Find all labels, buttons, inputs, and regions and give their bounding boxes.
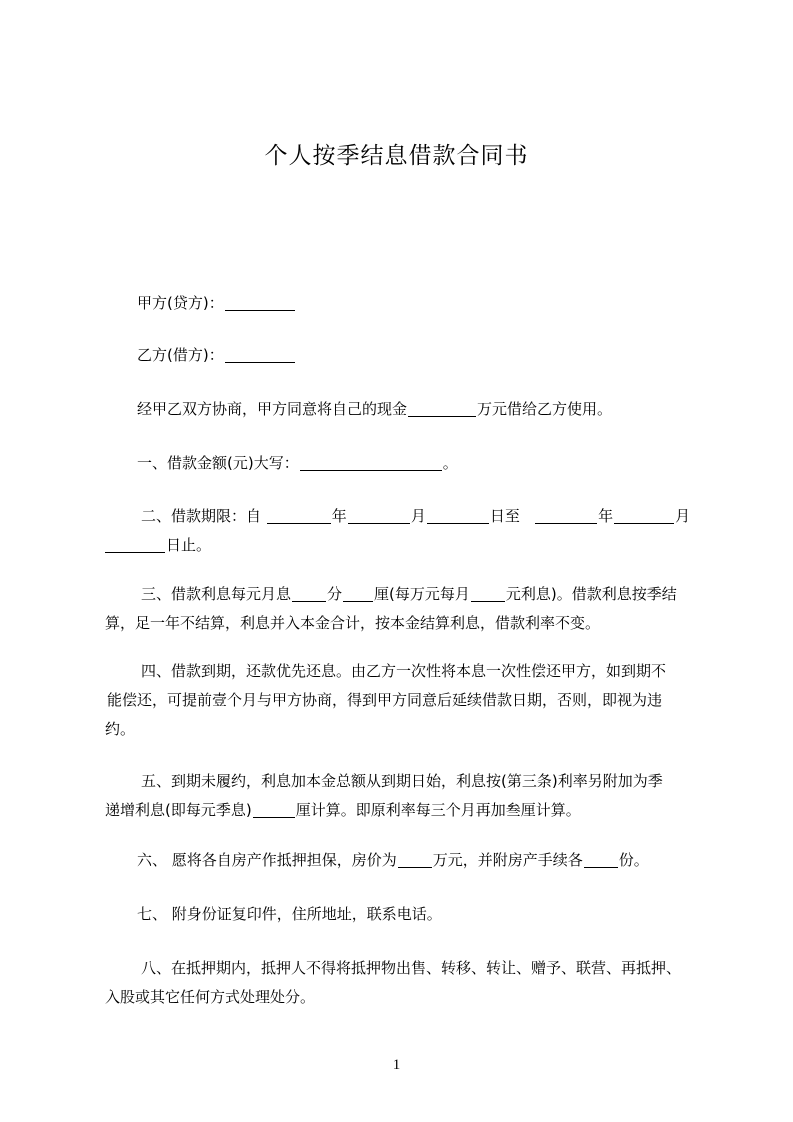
clause-6-text-2: 万元，并附房产手续各	[432, 851, 583, 869]
clause-4	[105, 657, 705, 744]
start-day-blank[interactable]	[427, 507, 489, 524]
loan-amount-blank[interactable]	[300, 454, 442, 471]
month-label-2: 月	[675, 507, 691, 525]
cash-amount-blank[interactable]	[408, 400, 476, 417]
clause-5-text-b: 厘计算。即原利率每三个月再加叁厘计算。	[295, 801, 581, 819]
clause-5	[105, 767, 705, 825]
clause-2-text: 二、借款期限：自	[141, 507, 262, 525]
clause-6-text-3: 份。	[618, 851, 649, 869]
clause-7-text: 七、 附身份证复印件，住所地址，联系电话。	[137, 905, 442, 923]
clause-8	[105, 954, 705, 1012]
clause-1-text: 一、借款金额(元)大写：	[137, 454, 299, 472]
intro-text-1: 经甲乙双方协商，甲方同意将自己的现金	[137, 400, 408, 418]
document-title: 个人按季结息借款合同书	[264, 143, 529, 169]
clause-3	[105, 580, 705, 638]
intro-paragraph	[137, 395, 737, 424]
clause-1	[137, 449, 737, 478]
party-b-label: 乙方(借方)：	[137, 346, 224, 364]
clause-8-line-1: 八、在抵押期内，抵押人不得将抵押物出售、转移、转让、赠予、联营、再抵押、	[141, 959, 682, 977]
party-b-blank[interactable]	[225, 346, 295, 363]
end-day-blank[interactable]	[105, 536, 165, 553]
clause-4-line-2: 能偿还，可提前壹个月与甲方协商，得到甲方同意后延续借款日期，否则，即视为违	[107, 691, 663, 709]
clause-7	[137, 900, 737, 929]
monthly-fen-blank[interactable]	[292, 585, 326, 602]
clause-6	[137, 846, 737, 875]
clause-3-text-2: 元利息)。借款利息按季结	[505, 585, 677, 603]
clause-3-text-1: 三、借款利息每元月息	[141, 585, 292, 603]
per-10k-interest-blank[interactable]	[471, 585, 505, 602]
clause-2	[105, 502, 705, 560]
clause-2-end: 日止。	[166, 536, 212, 554]
party-a-label: 甲方(贷方)：	[137, 294, 224, 312]
clause-2-line-2	[105, 531, 705, 560]
page-number: 1	[392, 1057, 401, 1073]
party-a-line	[137, 289, 737, 318]
clause-6-text-1: 六、 愿将各自房产作抵押担保，房价为	[137, 851, 397, 869]
intro-text-2: 万元借给乙方使用。	[477, 400, 613, 418]
clause-8-line-2: 入股或其它任何方式处理处分。	[105, 988, 316, 1006]
fen-label: 分	[327, 585, 343, 603]
clause-4-line-1: 四、借款到期，还款优先还息。由乙方一次性将本息一次性偿还甲方，如到期不	[141, 662, 667, 680]
month-label-1: 月	[410, 507, 426, 525]
clause-1-end: 。	[442, 454, 458, 472]
clause-5-line-1: 五、到期未履约，利息加本金总额从到期日始，利息按(第三条)利率另附加为季	[141, 772, 663, 790]
li-label: 厘(每万元每月	[374, 585, 470, 603]
copies-blank[interactable]	[584, 851, 618, 868]
clause-3-line-2: 算，足一年不结算，利息并入本金合计，按本金结算利息，借款利率不变。	[105, 614, 601, 632]
start-year-blank[interactable]	[267, 507, 331, 524]
clause-5-line-2	[105, 796, 705, 825]
year-label-1: 年	[331, 507, 347, 525]
end-year-blank[interactable]	[535, 507, 597, 524]
party-a-blank[interactable]	[225, 294, 295, 311]
party-b-line	[137, 341, 737, 370]
day-label-1: 日至	[489, 507, 520, 525]
monthly-li-blank[interactable]	[343, 585, 373, 602]
clause-5-text-a: 递增利息(即每元季息)	[105, 801, 252, 819]
house-price-blank[interactable]	[398, 851, 432, 868]
clause-2-line-1	[105, 502, 705, 531]
clause-3-line-1	[105, 580, 705, 609]
quarterly-rate-blank[interactable]	[253, 801, 295, 818]
start-month-blank[interactable]	[348, 507, 410, 524]
clause-4-line-3: 约。	[105, 720, 136, 738]
end-month-blank[interactable]	[614, 507, 674, 524]
year-label-2: 年	[598, 507, 614, 525]
